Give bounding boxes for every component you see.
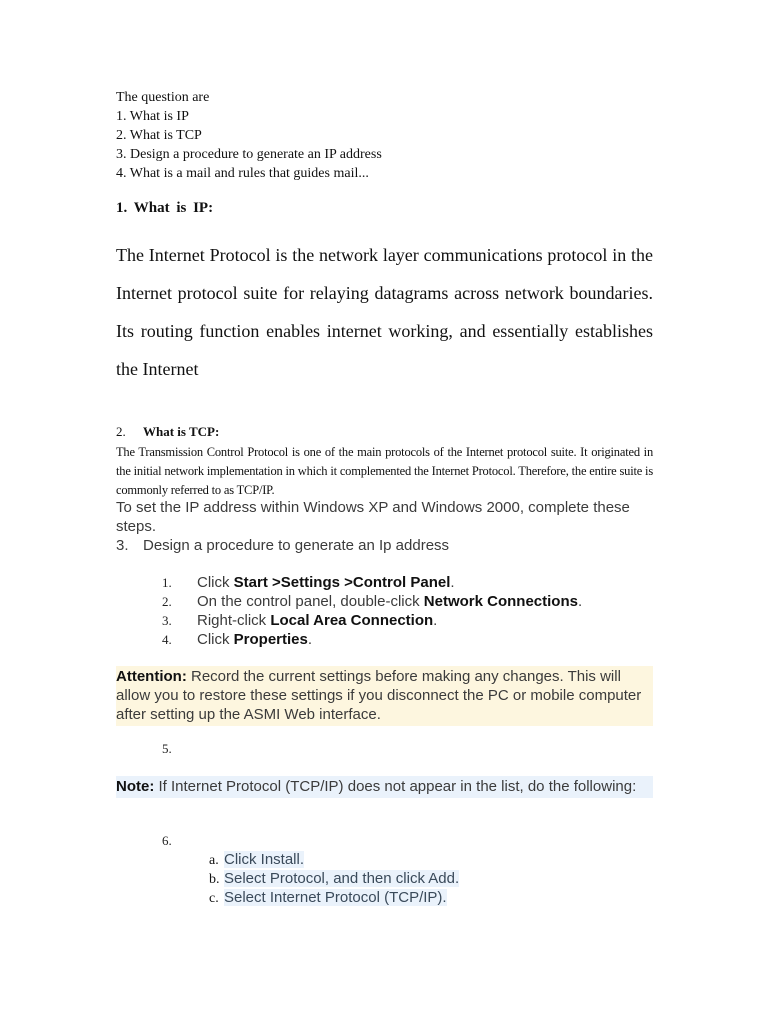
section1-body: The Internet Protocol is the network layer communications protocol in the Internet protocol suite for relaying datagrams across network boundaries. Its routing function enables internet working, and essentially establishes the Internet [116, 245, 653, 379]
note-callout [116, 776, 653, 798]
step-text: On the control panel, double-click [197, 593, 424, 610]
step-6-number: 6. [162, 833, 172, 848]
section3-heading: Design a procedure to generate an Ip address [143, 537, 450, 554]
list-item-substep-b [209, 870, 459, 888]
steps-intro: To set the IP address within Windows XP and Windows 2000, complete these steps. [116, 499, 630, 535]
attention-text: Record the current settings before making any changes. This will allow you to restore these settings if you disconnect the PC or mobile computer after setting up the ASMI Web interface. [116, 668, 642, 723]
list-item-step-1 [162, 574, 455, 591]
attention-label: Attention: [116, 668, 187, 685]
step-number: 4. [162, 632, 172, 647]
section2-body: The Transmission Control Protocol is one of the main protocols of the Internet protocol suite. It originated in the initial network implementation in which it complemented the Internet Protocol. Therefore, the entire suite is commonly referred to as TCP/IP. [116, 445, 653, 497]
note-text: If Internet Protocol (TCP/IP) does not appear in the list, do the following: [154, 778, 637, 795]
step-number: 2. [162, 594, 172, 609]
question-item-2: 2. What is TCP [116, 128, 202, 143]
step-punct: . [433, 612, 438, 629]
section2-number: 2. [116, 424, 126, 439]
question-item-1: 1. What is IP [116, 109, 189, 124]
list-item-step-2 [162, 593, 582, 610]
step-punct: . [577, 593, 583, 610]
substep-letter: c. [209, 891, 219, 906]
attention-callout [116, 666, 653, 726]
substep-text: Select Internet Protocol (TCP/IP). [224, 889, 447, 906]
question-item-4: 4. What is a mail and rules that guides mail... [116, 166, 369, 181]
substep-letter: b. [209, 872, 220, 887]
section2-heading: What is TCP: [143, 424, 220, 439]
step-bold: Properties [233, 631, 308, 648]
step-text: Click [197, 574, 234, 591]
substep-letter: a. [209, 853, 219, 868]
list-item-substep-c [209, 889, 447, 907]
step-punct: . [450, 574, 455, 591]
step-bold: Network Connections [423, 593, 578, 610]
note-label: Note: [116, 778, 155, 795]
list-item-step-3 [162, 612, 437, 629]
question-item-3: 3. Design a procedure to generate an IP address [116, 147, 382, 162]
list-item-substep-a [209, 851, 304, 869]
step-number: 3. [162, 613, 172, 628]
step-5-number: 5. [162, 741, 172, 756]
step-text: Click [197, 631, 234, 648]
section1-heading: 1. What is IP: [116, 200, 214, 216]
substep-text: Click Install. [224, 851, 305, 868]
step-text: Right-click [197, 612, 271, 629]
step-bold: Local Area Connection [270, 612, 434, 629]
substep-text: Select Protocol, and then click Add. [224, 870, 460, 887]
questions-intro: The question are [116, 90, 210, 105]
step-punct: . [307, 631, 313, 648]
list-item-step-4 [162, 631, 312, 648]
step-number: 1. [162, 575, 172, 590]
section3-number: 3. [116, 537, 129, 554]
step-bold: Start >Settings >Control Panel [233, 574, 451, 591]
